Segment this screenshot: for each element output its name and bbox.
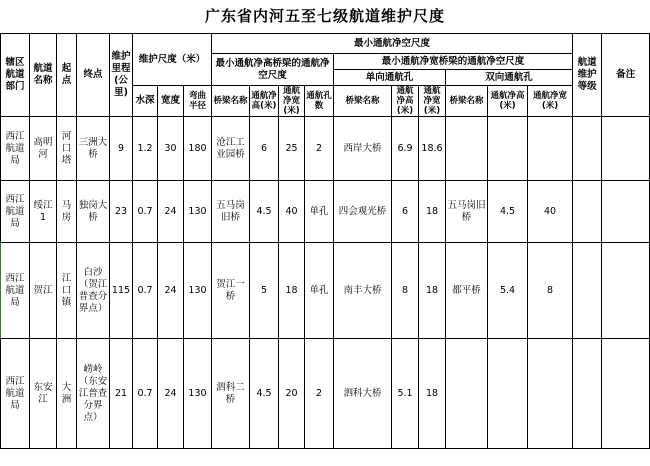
cell-h-width: 40 (279, 181, 305, 243)
col-header-end: 终点 (77, 34, 110, 117)
cell-depth: 0.7 (133, 339, 158, 449)
col-header-single: 单向通航孔 (334, 70, 446, 86)
cell-end: 独岗大桥 (77, 181, 110, 243)
cell-depth: 0.7 (133, 243, 158, 339)
cell-d-width (528, 339, 573, 449)
cell-radius: 180 (184, 117, 212, 181)
col-header-double-bridge-name: 桥梁名称 (446, 86, 488, 117)
cell-radius: 130 (184, 243, 212, 339)
cell-s-width: 18 (419, 181, 446, 243)
cell-s-height: 8 (392, 243, 419, 339)
cell-remark (602, 243, 650, 339)
cell-s-height: 6 (392, 181, 419, 243)
cell-radius: 130 (184, 181, 212, 243)
cell-h-height: 4.5 (250, 339, 279, 449)
table-row (1, 243, 650, 339)
cell-end: 崂岭（东安江普查分界点） (77, 339, 110, 449)
cell-name: 高明河 (30, 117, 57, 181)
cell-h-bridge: 五马岗旧桥 (212, 181, 250, 243)
cell-name: 东安江 (30, 339, 57, 449)
cell-s-bridge: 四会观光桥 (334, 181, 392, 243)
cell-depth: 0.7 (133, 181, 158, 243)
cell-s-bridge: 泗科大桥 (334, 339, 392, 449)
cell-h-holes: 单孔 (305, 243, 334, 339)
cell-h-holes: 2 (305, 339, 334, 449)
cell-d-height: 5.4 (488, 243, 528, 339)
cell-h-height: 5 (250, 243, 279, 339)
col-header-depth: 水深 (133, 86, 158, 117)
col-header-radius: 弯曲半径 (184, 86, 212, 117)
cell-d-bridge: 都平桥 (446, 243, 488, 339)
col-header-clear-height: 通航净高(米) (250, 86, 279, 117)
table-row (1, 181, 650, 243)
cell-h-width: 20 (279, 339, 305, 449)
col-header-double: 双向通航孔 (446, 70, 573, 86)
cell-d-bridge: 五马岗旧桥 (446, 181, 488, 243)
col-header-double-clear-width: 通航净宽(米) (528, 86, 573, 117)
cell-mileage: 9 (110, 117, 133, 181)
col-header-bridge-name: 桥梁名称 (212, 86, 250, 117)
cell-width: 24 (158, 339, 184, 449)
cell-h-bridge: 沧江工业园桥 (212, 117, 250, 181)
cell-dept: 西江航道局 (1, 243, 30, 339)
page-title: 广东省内河五至七级航道维护尺度 (204, 7, 445, 25)
cell-level (573, 117, 602, 181)
cell-s-width: 18.6 (419, 117, 446, 181)
cell-h-holes: 2 (305, 117, 334, 181)
cell-remark (602, 181, 650, 243)
cell-d-width: 8 (528, 243, 573, 339)
cell-dept: 西江航道局 (1, 339, 30, 449)
cell-width: 30 (158, 117, 184, 181)
cell-dept: 西江航道局 (1, 117, 30, 181)
col-header-name: 航道名称 (30, 34, 57, 117)
cell-d-width (528, 117, 573, 181)
col-header-remark: 备注 (602, 34, 650, 117)
cell-d-height: 4.5 (488, 181, 528, 243)
cell-s-height: 6.9 (392, 117, 419, 181)
cell-h-holes: 单孔 (305, 181, 334, 243)
cell-end: 三洲大桥 (77, 117, 110, 181)
col-header-level: 航道维护等级 (573, 34, 602, 117)
cell-start: 河口塔 (57, 117, 77, 181)
col-header-clear-width: 通航净宽(米) (279, 86, 305, 117)
cell-d-bridge (446, 117, 488, 181)
cell-h-height: 4.5 (250, 181, 279, 243)
cell-mileage: 23 (110, 181, 133, 243)
cell-h-width: 18 (279, 243, 305, 339)
cell-width: 24 (158, 181, 184, 243)
cell-mileage: 115 (110, 243, 133, 339)
table-row (1, 339, 650, 449)
cell-d-height (488, 117, 528, 181)
cell-start: 江口镇 (57, 243, 77, 339)
col-header-min-height-group: 最小通航净高桥梁的通航净空尺度 (212, 54, 334, 86)
cell-depth: 1.2 (133, 117, 158, 181)
cell-remark (602, 339, 650, 449)
cell-level (573, 243, 602, 339)
cell-d-height (488, 339, 528, 449)
cell-s-bridge: 南丰大桥 (334, 243, 392, 339)
col-header-mileage: 维护里程(公里) (110, 34, 133, 117)
cell-width: 24 (158, 243, 184, 339)
cell-name: 贺江 (30, 243, 57, 339)
cell-d-bridge (446, 339, 488, 449)
col-header-holes: 通航孔数 (305, 86, 334, 117)
cell-radius: 130 (184, 339, 212, 449)
cell-s-height: 5.1 (392, 339, 419, 449)
col-header-maint: 维护尺度（米） (133, 34, 212, 86)
col-header-single-clear-height: 通航净高(米) (392, 86, 419, 117)
table-row (1, 117, 650, 181)
col-header-dept: 辖区航道部门 (1, 34, 30, 117)
cell-d-width: 40 (528, 181, 573, 243)
cell-h-bridge: 泗科二桥 (212, 339, 250, 449)
cell-name: 绥江1 (30, 181, 57, 243)
col-header-min-clear: 最小通航净空尺度 (212, 34, 573, 54)
cell-s-width: 18 (419, 339, 446, 449)
col-header-double-clear-height: 通航净高(米) (488, 86, 528, 117)
col-header-min-width-group: 最小通航净宽桥梁的通航净空尺度 (334, 54, 573, 70)
cell-s-bridge: 西岸大桥 (334, 117, 392, 181)
cell-s-width: 18 (419, 243, 446, 339)
cell-start: 马房 (57, 181, 77, 243)
maintenance-table (0, 33, 650, 449)
cell-dept: 西江航道局 (1, 181, 30, 243)
cell-level (573, 181, 602, 243)
col-header-width: 宽度 (158, 86, 184, 117)
cell-start: 大洲 (57, 339, 77, 449)
cell-remark (602, 117, 650, 181)
cell-end: 白沙（贺江普查分界点） (77, 243, 110, 339)
cell-mileage: 21 (110, 339, 133, 449)
cell-h-width: 25 (279, 117, 305, 181)
cell-h-bridge: 贺江一桥 (212, 243, 250, 339)
col-header-single-clear-width: 通航净宽(米) (419, 86, 446, 117)
col-header-single-bridge-name: 桥梁名称 (334, 86, 392, 117)
cell-h-height: 6 (250, 117, 279, 181)
header-row-1 (1, 34, 650, 54)
col-header-start: 起点 (57, 34, 77, 117)
cell-level (573, 339, 602, 449)
